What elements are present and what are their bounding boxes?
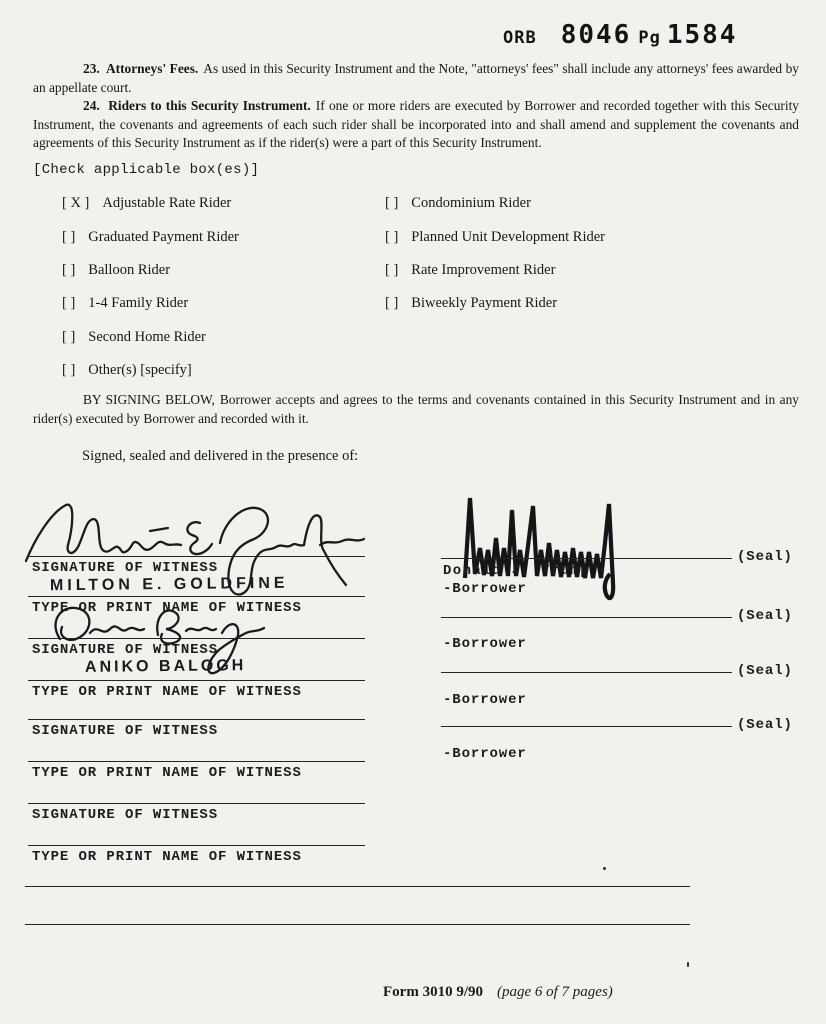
rider-row-pud [385,229,605,246]
witness2-printed-name: ANIKO BALOGH [84,657,247,676]
rider-checkbox-second-home[interactable]: [ ] [62,329,76,345]
witness-printname-label: TYPE OR PRINT NAME OF WITNESS [32,684,302,700]
witness1-printed-name: MILTON E. GOLDFINE [49,574,289,595]
page-footer [383,984,613,1001]
witness3-printname-line [28,761,365,762]
rider-row-14-family [62,295,188,312]
rider-row-others [62,362,192,379]
paragraph-24 [33,97,799,153]
paragraph-23-heading: 23. Attorneys' Fees. [83,61,199,76]
covenant-paragraphs [33,60,799,153]
seal-label: (Seal) [737,549,793,565]
rider-row-second-home [62,329,206,346]
ink-speck [687,962,689,967]
witness3-signature-line [28,719,365,720]
signing-clause [33,391,799,428]
witness4-printname-line [28,845,365,846]
witness4-signature-line [28,803,365,804]
rider-checkbox-balloon[interactable]: [ ] [62,262,76,278]
rider-label: Adjustable Rate Rider [102,195,232,211]
paragraph-23 [33,60,799,97]
stamp-book-number: 8046 [560,20,632,50]
borrower-label: -Borrower [443,581,527,597]
rider-checkbox-14-family[interactable]: [ ] [62,295,76,311]
witness-printname-label: TYPE OR PRINT NAME OF WITNESS [32,600,302,616]
rider-checkbox-condominium[interactable]: [ ] [385,195,399,211]
rider-row-condominium [385,195,531,212]
witness-printname-label: TYPE OR PRINT NAME OF WITNESS [32,849,302,865]
seal-label: (Seal) [737,608,793,624]
stamp-page-number: 1584 [666,20,738,50]
borrower2-seal-line [441,617,732,618]
rider-checkbox-others[interactable]: [ ] [62,362,76,378]
rider-label: Graduated Payment Rider [88,229,239,245]
witness-signature-label: SIGNATURE OF WITNESS [32,560,219,576]
witness1-signature-line [28,556,365,557]
bottom-rule-2 [25,924,690,925]
witness2-signature-line [28,638,365,639]
rider-row-biweekly-payment [385,295,557,312]
borrower1-seal-line [441,558,732,559]
signing-section [33,391,799,428]
witness-signature-label: SIGNATURE OF WITNESS [32,723,219,739]
rider-label: Planned Unit Development Rider [411,229,605,245]
footer-form-number: Form 3010 9/90 [383,984,483,1000]
check-instruction: [Check applicable box(es)] [33,162,260,178]
rider-checkbox-adjustable-rate[interactable]: [ X ] [62,195,90,211]
borrower3-seal-line [441,672,732,673]
rider-checkbox-biweekly-payment[interactable]: [ ] [385,295,399,311]
witness-signature-label: SIGNATURE OF WITNESS [32,807,219,823]
witness-signature-label: SIGNATURE OF WITNESS [32,642,219,658]
witness-printname-label: TYPE OR PRINT NAME OF WITNESS [32,765,302,781]
paragraph-23-body: As used in this Security Instrument and the Note, "attorneys' fees" shall include any attorneys' fees awarded by an appellate court. [33,61,799,95]
rider-row-adjustable-rate [62,195,231,212]
footer-page-number: (page 6 of 7 pages) [496,984,613,1000]
rider-label: 1-4 Family Rider [88,295,189,311]
borrower-label: -Borrower [443,692,527,708]
rider-checkbox-rate-improvement[interactable]: [ ] [385,262,399,278]
rider-row-balloon [62,262,170,279]
borrower1-name: Donald J. Trump [443,563,591,579]
seal-label: (Seal) [737,663,793,679]
rider-label: Rate Improvement Rider [411,262,556,278]
rider-row-rate-improvement [385,262,555,279]
borrower-label: -Borrower [443,746,527,762]
rider-checkbox-graduated-payment[interactable]: [ ] [62,229,76,245]
recorder-stamp [503,20,737,50]
rider-checkbox-pud[interactable]: [ ] [385,229,399,245]
rider-label: Balloon Rider [88,262,171,278]
seal-label: (Seal) [737,717,793,733]
paragraph-24-heading: 24. Riders to this Security Instrument. [83,98,311,114]
bottom-rule-1 [25,886,690,887]
presence-clause: Signed, sealed and delivered in the presence of: [82,448,359,464]
witness2-printname-line [28,680,365,681]
rider-label: Second Home Rider [88,329,206,345]
borrower-label: -Borrower [443,636,527,652]
rider-label: Other(s) [specify] [88,362,192,378]
rider-label: Biweekly Payment Rider [411,295,558,311]
stamp-orb-label: ORB [503,28,537,48]
rider-row-graduated-payment [62,229,239,246]
rider-label: Condominium Rider [411,195,531,211]
ink-speck [603,867,606,870]
stamp-pg-label: Pg [638,28,661,48]
witness1-printname-line [28,596,365,597]
signing-clause-body: Borrower accepts and agrees to the terms and covenants contained in this Security Instrument and in any rider(s) executed by Borrower and recorded with it. [33,392,799,426]
signing-clause-lead: BY SIGNING BELOW, [83,392,215,407]
paragraph-24-body: If one or more riders are executed by Borrower and recorded together with this Security Instrument, the covenants and agreements of each such rider shall be incorporated into and shall amend and supplement the covenants and agreements of this Security Instrument as if the rider(s) were a part of this Security Instrument. [33,98,799,151]
borrower4-seal-line [441,726,732,727]
